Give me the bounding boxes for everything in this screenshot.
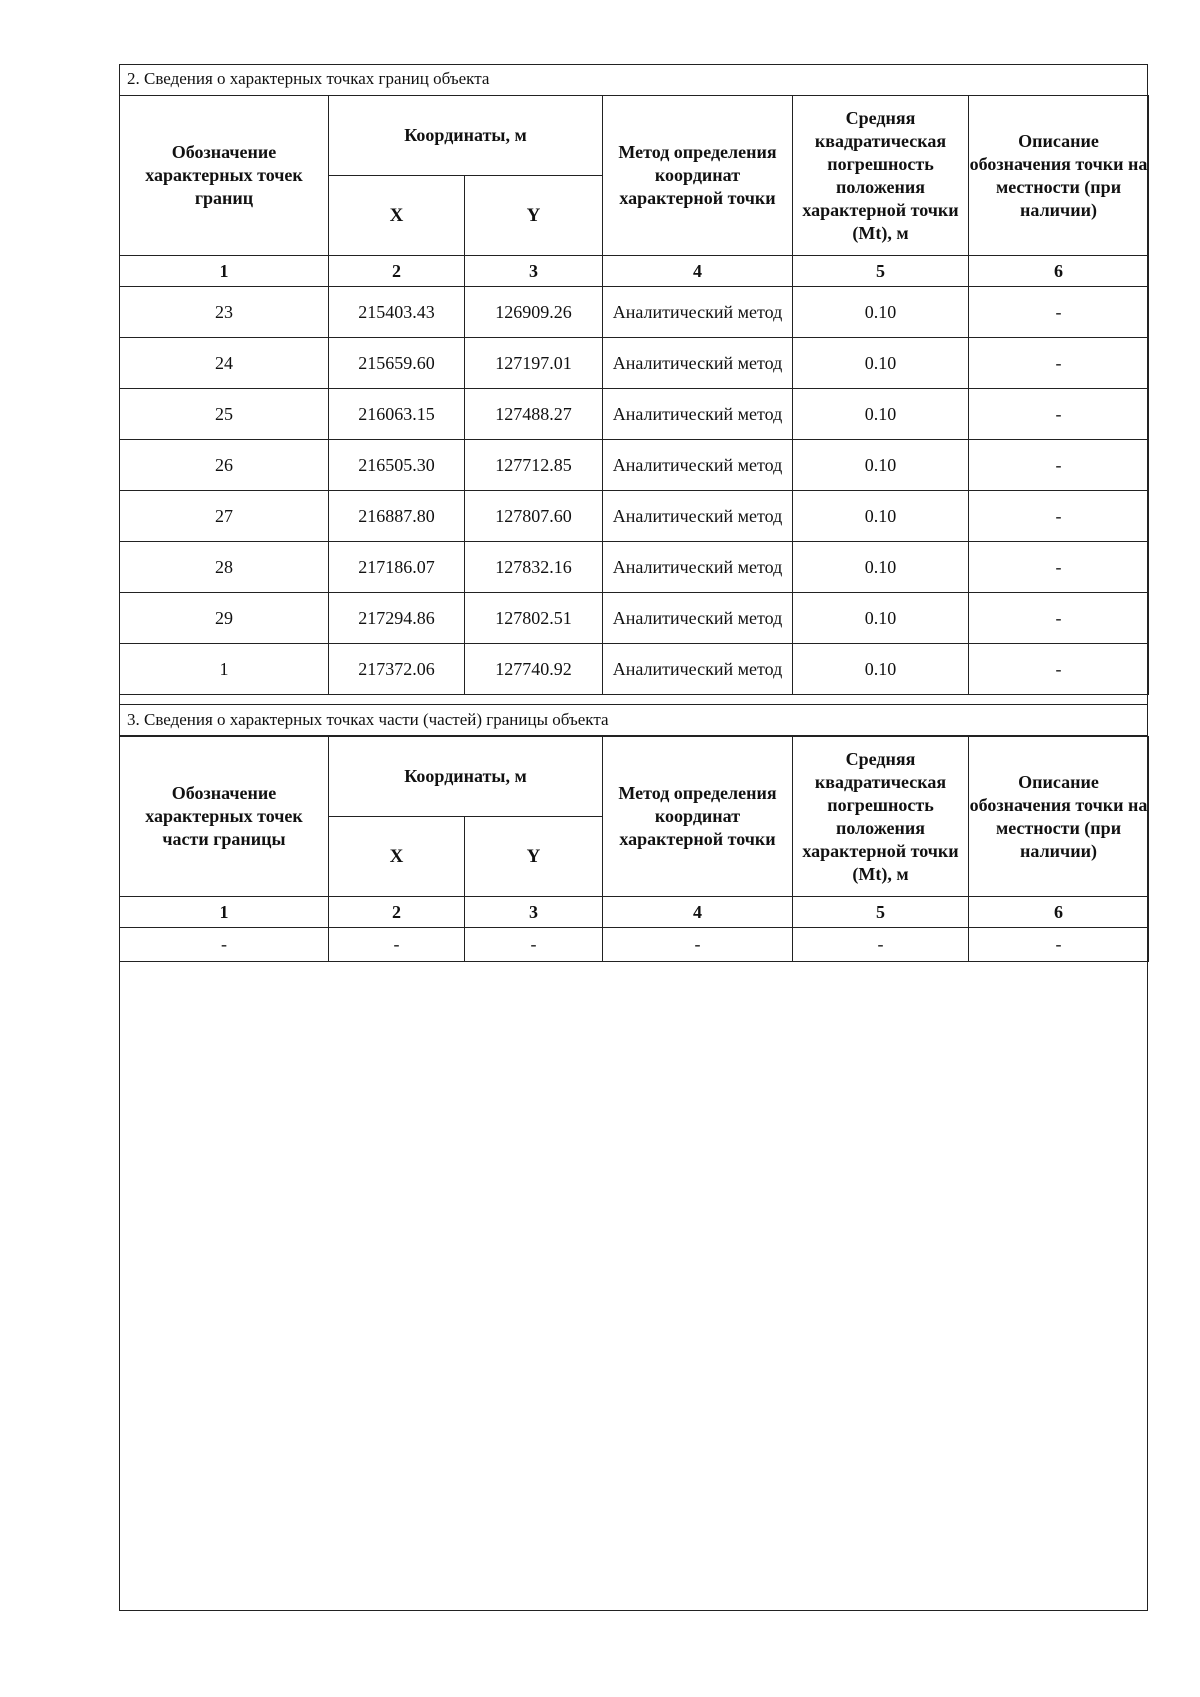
column-number: 6 — [969, 897, 1149, 928]
column-number: 5 — [793, 256, 969, 287]
table-row — [120, 287, 1149, 338]
cell-x: 217372.06 — [329, 644, 465, 695]
cell-y: 127197.01 — [465, 338, 603, 389]
table-row — [120, 389, 1149, 440]
column-number: 3 — [465, 897, 603, 928]
cell-point: 27 — [120, 491, 329, 542]
cell-error: - — [793, 928, 969, 962]
cell-point: 26 — [120, 440, 329, 491]
column-number: 2 — [329, 897, 465, 928]
cell-point: 28 — [120, 542, 329, 593]
header-point: Обозначение характерных точек границ — [120, 96, 329, 256]
column-number: 3 — [465, 256, 603, 287]
cell-y: 127832.16 — [465, 542, 603, 593]
header-coords: Координаты, м — [329, 737, 603, 817]
column-number: 6 — [969, 256, 1149, 287]
cell-error: 0.10 — [793, 338, 969, 389]
cell-description: - — [969, 542, 1149, 593]
cell-x: 216505.30 — [329, 440, 465, 491]
cell-y: 126909.26 — [465, 287, 603, 338]
table-row — [120, 542, 1149, 593]
cell-point: 24 — [120, 338, 329, 389]
column-numbers-row — [120, 256, 1149, 287]
cell-point: 23 — [120, 287, 329, 338]
cell-description: - — [969, 644, 1149, 695]
cell-error: 0.10 — [793, 287, 969, 338]
cell-description: - — [969, 389, 1149, 440]
table-row — [120, 928, 1149, 962]
table-row — [120, 644, 1149, 695]
cell-method: Аналитический метод — [603, 338, 793, 389]
cell-method: Аналитический метод — [603, 287, 793, 338]
section2-title: 2. Сведения о характерных точках границ объекта — [119, 64, 1148, 96]
cell-method: Аналитический метод — [603, 542, 793, 593]
cell-y: 127740.92 — [465, 644, 603, 695]
column-numbers-row — [120, 897, 1149, 928]
cell-x: - — [329, 928, 465, 962]
cell-y: 127807.60 — [465, 491, 603, 542]
cell-description: - — [969, 338, 1149, 389]
cell-x: 217186.07 — [329, 542, 465, 593]
cell-description: - — [969, 287, 1149, 338]
cell-x: 216063.15 — [329, 389, 465, 440]
table-row — [120, 593, 1149, 644]
column-number: 4 — [603, 256, 793, 287]
cell-point: 29 — [120, 593, 329, 644]
cell-description: - — [969, 928, 1149, 962]
cell-x: 215403.43 — [329, 287, 465, 338]
cell-y: 127712.85 — [465, 440, 603, 491]
cell-y: 127802.51 — [465, 593, 603, 644]
column-number: 5 — [793, 897, 969, 928]
table-row — [120, 440, 1149, 491]
cell-x: 216887.80 — [329, 491, 465, 542]
cell-method: - — [603, 928, 793, 962]
header-y: Y — [465, 817, 603, 897]
cell-y: - — [465, 928, 603, 962]
header-description: Описание обозначения точки на местности (при наличии) — [969, 96, 1149, 256]
cell-error: 0.10 — [793, 491, 969, 542]
header-method: Метод определения координат характерной точки — [603, 737, 793, 897]
column-number: 4 — [603, 897, 793, 928]
cell-method: Аналитический метод — [603, 644, 793, 695]
cell-method: Аналитический метод — [603, 440, 793, 491]
cell-error: 0.10 — [793, 644, 969, 695]
cell-point: 1 — [120, 644, 329, 695]
section3-title: 3. Сведения о характерных точках части (частей) границы объекта — [119, 704, 1148, 736]
cell-error: 0.10 — [793, 542, 969, 593]
header-x: X — [329, 817, 465, 897]
header-x: X — [329, 176, 465, 256]
cell-description: - — [969, 440, 1149, 491]
boundary-points-table — [119, 95, 1149, 695]
header-y: Y — [465, 176, 603, 256]
cell-error: 0.10 — [793, 593, 969, 644]
header-coords: Координаты, м — [329, 96, 603, 176]
cell-error: 0.10 — [793, 389, 969, 440]
column-number: 2 — [329, 256, 465, 287]
cell-method: Аналитический метод — [603, 389, 793, 440]
column-number: 1 — [120, 897, 329, 928]
header-method: Метод определения координат характерной точки — [603, 96, 793, 256]
cell-point: 25 — [120, 389, 329, 440]
cell-y: 127488.27 — [465, 389, 603, 440]
cell-error: 0.10 — [793, 440, 969, 491]
cell-point: - — [120, 928, 329, 962]
cell-description: - — [969, 593, 1149, 644]
column-number: 1 — [120, 256, 329, 287]
cell-x: 217294.86 — [329, 593, 465, 644]
part-boundary-points-table — [119, 736, 1149, 962]
cell-description: - — [969, 491, 1149, 542]
table-row — [120, 338, 1149, 389]
table-row — [120, 491, 1149, 542]
header-point: Обозначение характерных точек части границы — [120, 737, 329, 897]
header-description: Описание обозначения точки на местности (при наличии) — [969, 737, 1149, 897]
header-error: Средняя квадратическая погрешность положения характерной точки (Mt), м — [793, 737, 969, 897]
cell-method: Аналитический метод — [603, 593, 793, 644]
header-error: Средняя квадратическая погрешность положения характерной точки (Mt), м — [793, 96, 969, 256]
cell-x: 215659.60 — [329, 338, 465, 389]
cell-method: Аналитический метод — [603, 491, 793, 542]
